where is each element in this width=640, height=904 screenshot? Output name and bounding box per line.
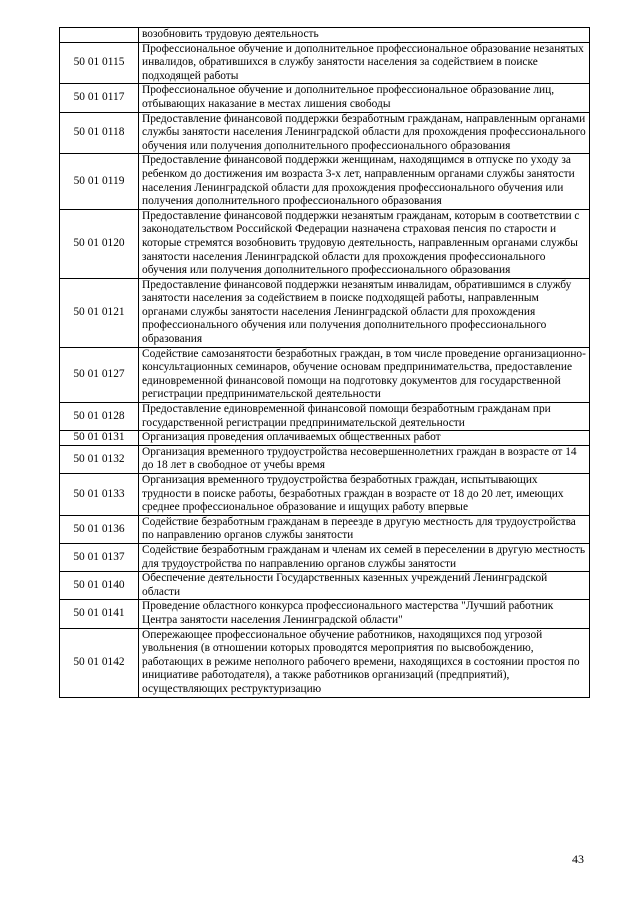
table-row — [60, 28, 590, 43]
row-code: 50 01 0121 — [60, 278, 139, 347]
row-code: 50 01 0136 — [60, 515, 139, 543]
row-description: Содействие безработным гражданам и членам их семей в переселении в другую местность для трудоустройства по направлению органов службы занятости — [139, 543, 590, 571]
row-code: 50 01 0128 — [60, 403, 139, 431]
table-row — [60, 628, 590, 697]
row-code: 50 01 0132 — [60, 445, 139, 473]
row-code: 50 01 0131 — [60, 431, 139, 446]
table-row — [60, 112, 590, 154]
table-row — [60, 209, 590, 278]
row-code: 50 01 0141 — [60, 600, 139, 628]
row-code: 50 01 0133 — [60, 474, 139, 516]
table-row — [60, 84, 590, 112]
row-description: Обеспечение деятельности Государственных казенных учреждений Ленинградской области — [139, 572, 590, 600]
table-row — [60, 154, 590, 209]
row-code: 50 01 0119 — [60, 154, 139, 209]
row-description: Предоставление финансовой поддержки незанятым инвалидам, обратившимся в службу занятости населения за содействием в поиске подходящей работы, направленным органами службы занятости населения Ленинградской области для прохождения профессионального обучения или получения дополнительного профессионального образования — [139, 278, 590, 347]
row-code: 50 01 0127 — [60, 347, 139, 402]
row-code: 50 01 0142 — [60, 628, 139, 697]
row-description: Предоставление финансовой поддержки безработным гражданам, направленным органами службы занятости населения Ленинградской области для прохождения профессионального обучения или получения дополнительного профессионального образования — [139, 112, 590, 154]
row-code: 50 01 0117 — [60, 84, 139, 112]
row-description: Предоставление единовременной финансовой помощи безработным гражданам при государственной регистрации предпринимательской деятельности — [139, 403, 590, 431]
table-row — [60, 600, 590, 628]
row-description: Организация временного трудоустройства несовершеннолетних граждан в возрасте от 14 до 18 лет в свободное от учебы время — [139, 445, 590, 473]
row-description: Предоставление финансовой поддержки незанятым гражданам, которым в соответствии с законодательством Российской Федерации назначена страховая пенсия по старости и которые стремятся возобновить трудовую деятельность, направленным органами службы занятости населения Ленинградской области для прохождения профессионального обучения или получения дополнительного профессионального образования — [139, 209, 590, 278]
table-row — [60, 515, 590, 543]
page-number: 43 — [572, 852, 584, 866]
table-row — [60, 403, 590, 431]
row-description: Профессиональное обучение и дополнительное профессиональное образование лиц, отбывающих наказание в местах лишения свободы — [139, 84, 590, 112]
row-code: 50 01 0115 — [60, 42, 139, 84]
table-row — [60, 278, 590, 347]
row-code: 50 01 0137 — [60, 543, 139, 571]
row-description: возобновить трудовую деятельность — [139, 28, 590, 43]
table-row — [60, 543, 590, 571]
row-description: Содействие самозанятости безработных граждан, в том числе проведение организационно-консультационных семинаров, обучение основам предпринимательства, предоставление единовременной финансовой помощи на подготовку документов для государственной регистрации предпринимательской деятельности — [139, 347, 590, 402]
row-description: Проведение областного конкурса профессионального мастерства "Лучший работник Центра занятости населения Ленинградской области" — [139, 600, 590, 628]
row-code: 50 01 0118 — [60, 112, 139, 154]
row-description: Организация временного трудоустройства безработных граждан, испытывающих трудности в поиске работы, безработных граждан в возрасте от 18 до 20 лет, имеющих среднее профессиональное образование и ищущих работу впервые — [139, 474, 590, 516]
row-code: 50 01 0140 — [60, 572, 139, 600]
table-row — [60, 347, 590, 402]
row-description: Предоставление финансовой поддержки женщинам, находящимся в отпуске по уходу за ребенком до достижения им возраста 3-х лет, направленным органами службы занятости населения Ленинградской области для прохождения профессионального обучения или получения дополнительного профессионального образования — [139, 154, 590, 209]
row-description: Профессиональное обучение и дополнительное профессиональное образование незанятых инвалидов, обратившихся в службу занятости населения за содействием в поиске подходящей работы — [139, 42, 590, 84]
row-description: Организация проведения оплачиваемых общественных работ — [139, 431, 590, 446]
table-body — [60, 28, 590, 698]
table-row — [60, 431, 590, 446]
row-description: Содействие безработным гражданам в переезде в другую местность для трудоустройства по направлению органов службы занятости — [139, 515, 590, 543]
table-row — [60, 445, 590, 473]
row-description: Опережающее профессиональное обучение работников, находящихся под угрозой увольнения (в отношении которых проводятся мероприятия по высвобождению, работающих в режиме неполного рабочего времени, находящихся в состоянии простоя по инициативе работодателя), а также работников организаций (предприятий), осуществляющих реструктуризацию — [139, 628, 590, 697]
row-code — [60, 28, 139, 43]
table-row — [60, 42, 590, 84]
budget-codes-table — [59, 27, 590, 698]
table-row — [60, 572, 590, 600]
row-code: 50 01 0120 — [60, 209, 139, 278]
table-row — [60, 474, 590, 516]
